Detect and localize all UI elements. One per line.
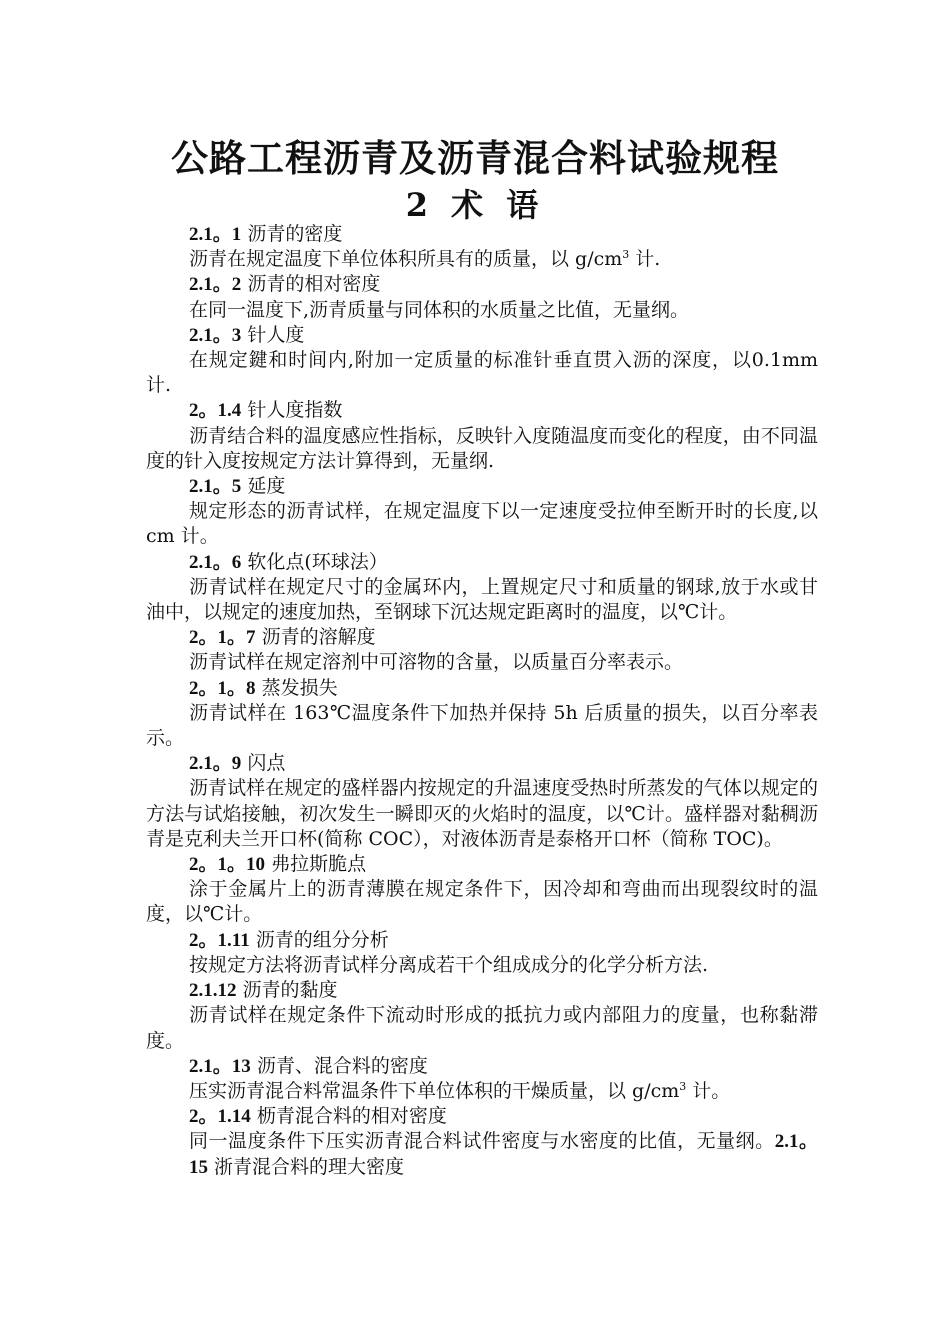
document-title: 公路工程沥青及沥青混合料试验规程 (171, 136, 779, 180)
chapter-heading: 2 术 语 (405, 186, 545, 224)
entry-definition: 压实沥青混合料常温条件下单位体积的干燥质量，以 $g/cm^3$ 计。 (189, 1079, 731, 1102)
entry-definition: 沥青结合料的温度感应性指标，反映针入度随温度而变化的程度，由不同温度的针入度按规定方法计算得到，无量纲. (146, 424, 818, 472)
entry-definition: 同一温度条件下压实沥青混合料试件密度与水密度的比值，无量纲。2.1。15 浙青混合料的理大密度 (189, 1130, 818, 1178)
document-body (146, 222, 818, 1180)
entry-heading: 2.1。1 沥青的密度 (189, 223, 343, 245)
entry-definition: 在同一温度下,沥青质量与同体积的水质量之比值，无量纲。 (189, 298, 690, 321)
entry-heading: 2.1。9 闪点 (189, 752, 286, 775)
entry-heading: 2。1。7 沥青的溶解度 (189, 626, 376, 649)
entry-heading: 2。1.14 枥青混合料的相对密度 (189, 1105, 447, 1128)
entry-definition: 按规定方法将沥青试样分离成若干个组成成分的化学分析方法. (189, 953, 709, 976)
entry-definition: 沥青试样在 163℃温度条件下加热并保持 5h 后质量的损失，以百分率表示。 (146, 701, 818, 750)
entry-definition: 沥青试样在规定溶剂中可溶物的含量，以质量百分率表示。 (189, 651, 684, 674)
entry-definition: 涂于金属片上的沥青薄膜在规定条件下，因冷却和弯曲而出现裂纹时的温度，以℃计。 (146, 878, 818, 926)
entry-definition: 沥青试样在规定尺寸的金属环内，上置规定尺寸和质量的钢球,放于水或甘油中，以规定的速度加热，至钢球下沉达规定距离时的温度，以℃计。 (146, 575, 818, 624)
entry-definition: 沥青试样在规定的盛样器内按规定的升温速度受热时所蒸发的气体以规定的方法与试焰接触，初次发生一瞬即灭的火焰时的温度，以℃计。盛样器对黏稠沥青是克利夫兰开口杯(简称 COC），对液体沥青是泰格开口杯（简称 TOC)。 (146, 777, 818, 850)
entry-heading: 2。1。10 弗拉斯脆点 (189, 853, 367, 876)
entry-heading: 2。1。8 蒸发损失 (189, 676, 338, 699)
entry-heading: 2。1.4 针人度指数 (189, 399, 343, 422)
entry-heading: 2.1。2 沥青的相对密度 (189, 273, 381, 296)
entry-definition: 规定形态的沥青试样，在规定温度下以一定速度受拉伸至断开时的长度,以 cm 计。 (146, 500, 818, 548)
entry-heading: 2.1。5 延度 (189, 475, 286, 498)
entry-definition: 沥青试样在规定条件下流动时形成的抵抗力或内部阻力的度量，也称黏滞度。 (146, 1004, 818, 1052)
entry-definition: 在规定鍵和时间内,附加一定质量的标准针垂直贯入沥的深度，以0.1mm 计. (146, 349, 818, 397)
entry-definition: 沥青在规定温度下单位体积所具有的质量，以 $g/cm^3$ 计. (189, 248, 661, 271)
entry-heading: 2。1.11 沥青的组分分析 (189, 928, 389, 951)
entry-heading: 2.1.12 沥青的黏度 (189, 979, 338, 1002)
entry-heading: 2.1。13 沥青、混合料的密度 (189, 1054, 428, 1077)
entry-heading: 2.1。6 软化点(环球法） (189, 550, 388, 573)
entry-heading: 2.1。3 针人度 (189, 323, 305, 346)
